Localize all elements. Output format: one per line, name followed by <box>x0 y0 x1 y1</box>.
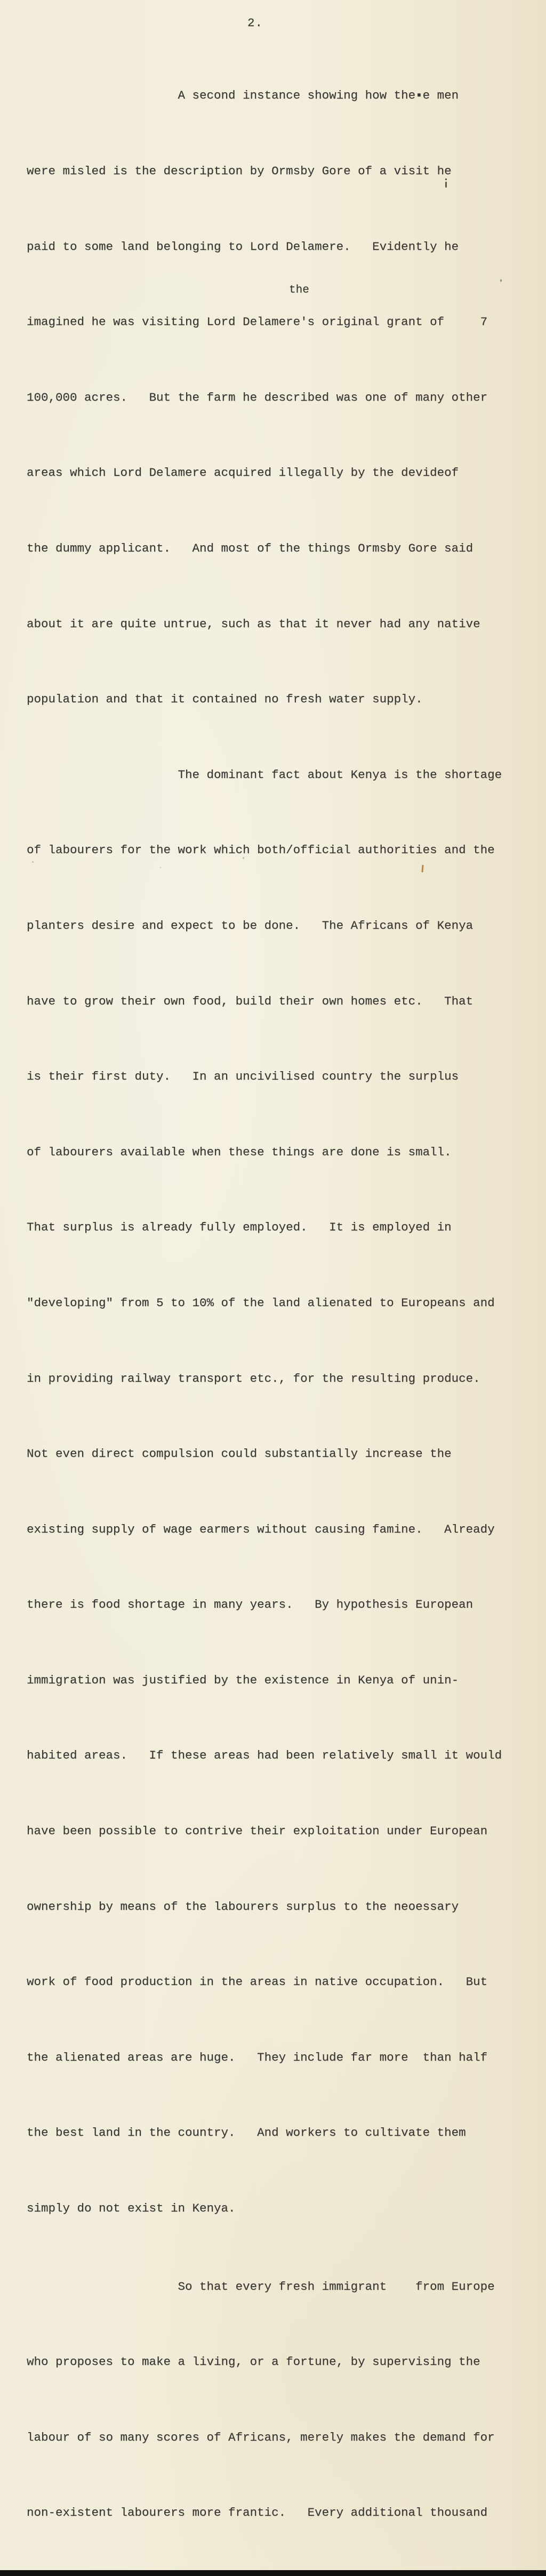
text-line: population and that it contained no fresh water supply. <box>27 692 423 707</box>
text-line: who proposes to make a living, or a fortune, by supervising the <box>27 2355 480 2369</box>
ink-speck <box>160 867 161 868</box>
scan-edge-bar <box>0 2570 546 2576</box>
text-line: planters desire and expect to be done. The Africans of Kenya <box>27 918 473 933</box>
insertion-caret-mark <box>445 182 447 188</box>
text-line: were misled is the description by Ormsby Gore of a visit he <box>27 164 452 178</box>
text-line: imagined he was visiting Lord Delamere's original grant of 7 <box>27 315 488 329</box>
text-line: So that every fresh immigrant from Europe <box>27 2279 495 2294</box>
document-body <box>27 33 502 2576</box>
text-line: paid to some land belonging to Lord Delamere. Evidently he <box>27 239 459 254</box>
text-line: non-existent labourers more frantic. Every additional thousand <box>27 2506 488 2520</box>
text-line: in providing railway transport etc., for the resulting produce. <box>27 1371 480 1386</box>
text-line: have been possible to contrive their exploitation under European <box>27 1824 488 1838</box>
page-number: 2. <box>247 16 263 30</box>
text-line: existing supply of wage earmers without causing famine. Already <box>27 1522 495 1536</box>
text-line: the alienated areas are huge. They include far more than half <box>27 2050 488 2064</box>
text-line: That surplus is already fully employed. It is employed in <box>27 1220 452 1235</box>
text-line: is their first duty. In an uncivilised country the surplus <box>27 1070 459 1084</box>
interline-inserted-word: the <box>289 284 309 296</box>
text-line: have to grow their own food, build their own homes etc. That <box>27 994 473 1008</box>
text-line: A second instance showing how the▪e men <box>27 88 459 103</box>
text-line: work of food production in the areas in native occupation. But <box>27 1975 488 1989</box>
text-line: labour of so many scores of Africans, merely makes the demand for <box>27 2430 495 2444</box>
ink-speck <box>32 861 34 863</box>
text-line: the dummy applicant. And most of the things Ormsby Gore said <box>27 541 473 555</box>
text-line: 100,000 acres. But the farm he described was one of many other <box>27 390 488 404</box>
text-line: "developing" from 5 to 10% of the land alienated to Europeans and <box>27 1295 495 1310</box>
text-line: simply do not exist in Kenya. <box>27 2201 236 2216</box>
text-line: of labourers available when these things are done is small. <box>27 1145 452 1159</box>
text-line: about it are quite untrue, such as that it never had any native <box>27 617 480 631</box>
text-line: there is food shortage in many years. By hypothesis European <box>27 1598 473 1612</box>
ink-speck <box>243 857 244 859</box>
text-line: of labourers for the work which both/official authorities and the <box>27 843 495 857</box>
text-line: areas which Lord Delamere acquired illegally by the devideof <box>27 466 459 480</box>
text-line: the best land in the country. And workers to cultivate them <box>27 2126 466 2140</box>
text-line: immigration was justified by the existence in Kenya of unin- <box>27 1673 459 1687</box>
text-line: ownership by means of the labourers surplus to the neoessary <box>27 1899 459 1914</box>
text-line: Not even direct compulsion could substantially increase the <box>27 1447 452 1461</box>
text-line: habited areas. If these areas had been relatively small it would <box>27 1748 502 1763</box>
ink-speck <box>500 279 502 282</box>
text-line: The dominant fact about Kenya is the shortage <box>27 767 502 782</box>
